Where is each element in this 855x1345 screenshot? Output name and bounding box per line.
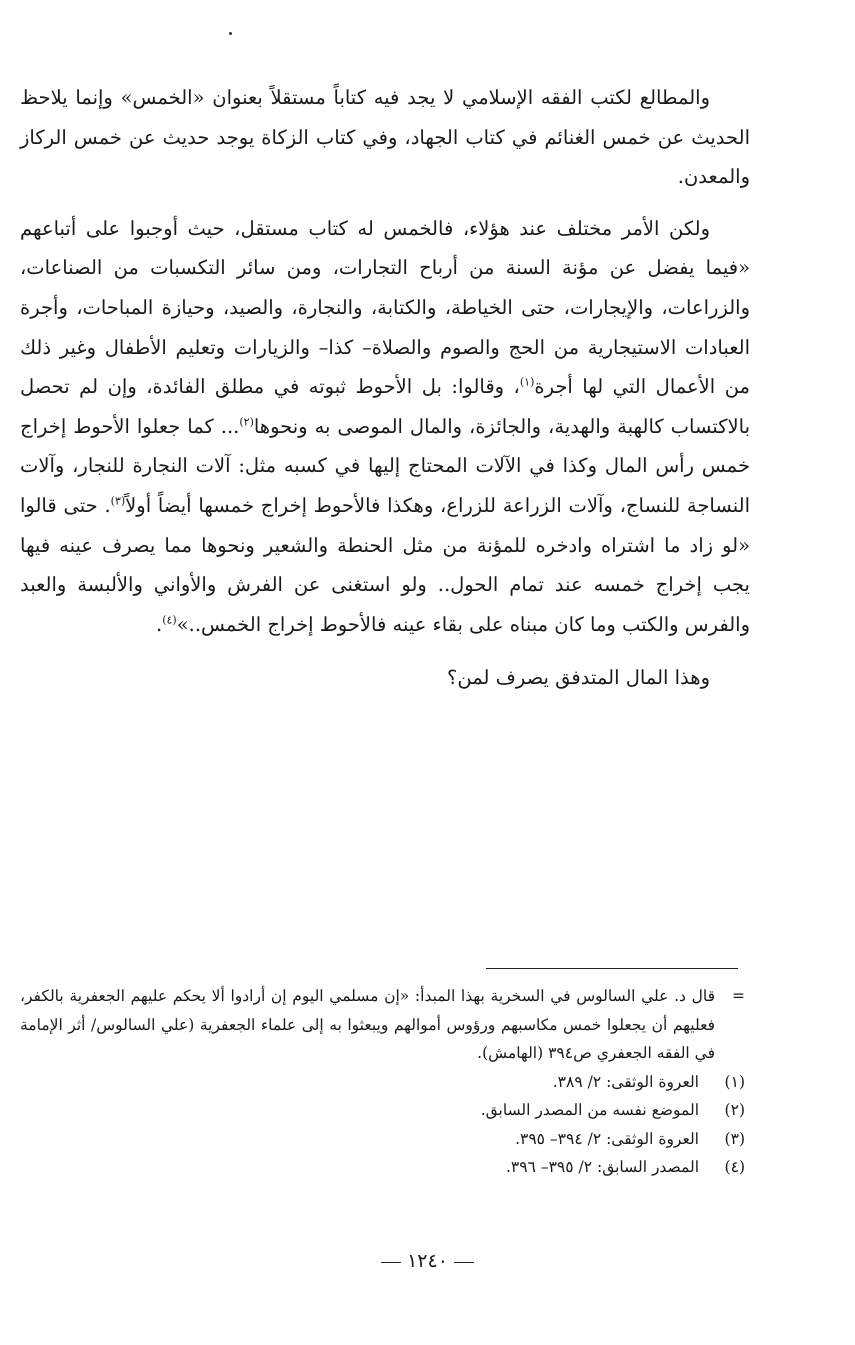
paragraph-khums-part3: ... كما جعلوا الأحوط إخراج خمس رأس المال وكذا في الآلات المحتاج إليها في كسبه مثل: آلات النجارة للنجار، وآلات النساجة للنساج، وآلات الزراعة للزراع، وهكذا فالأحوط إخراج خمسها أيضاً أولاً — [20, 414, 750, 517]
paragraph-question: وهذا المال المتدفق يصرف لمن؟ — [447, 666, 710, 690]
page-number — [0, 1250, 855, 1272]
page-number-dash-left — [381, 1262, 401, 1263]
footnote-1 — [20, 1068, 745, 1097]
footnote-text: المصدر السابق: ٢/ ٣٩٥– ٣٩٦. — [505, 1158, 699, 1176]
footnote-continuation — [20, 982, 745, 1068]
paragraph-khums-part4: . حتى قالوا «لو زاد ما اشتراه وادخره للمؤنة من مثل الحنطة والشعير ونحوها مما يصرف عينه فيها يجب إخراج خمسه عند تمام الحول.. ولو استغنى عن الفرش والأواني والألبسة والعبد والفرس والكتب وما كان مبناه على بقاء عينه فالأحوط إخراج الخمس..» — [20, 493, 750, 636]
paragraph-khums-part2: ، وقالوا: بل الأحوط ثبوته في مطلق الفائدة، وإن لم تحصل بالاكتساب كالهبة والهدية، والجائزة، والمال الموصى به ونحوها — [20, 375, 750, 438]
footnote-3 — [20, 1125, 745, 1154]
page-speck — [229, 32, 232, 35]
page-number-value: ١٢٤٠ — [407, 1250, 448, 1272]
paragraph-khums-part5: . — [156, 612, 163, 636]
footnote-text: الموضع نفسه من المصدر السابق. — [480, 1101, 699, 1119]
page-number-dash-right — [454, 1262, 474, 1263]
continuation-marker: = — [732, 987, 745, 1005]
paragraph-khums-part1: ولكن الأمر مختلف عند هؤلاء، فالخمس له كتاب مستقل، حيث أوجبوا على أتباعهم «فيما يفضل عن مؤنة السنة من أرباح التجارات، ومن سائر التكسبات من الصناعات، والزراعات، والإيجارات، حتى الخياطة، والكتابة، والنجارة، والصيد، وحيازة المباحات، وأجرة العبادات الاستيجارية من الحج والصوم والصلاة– كذا– والزيارات وتعليم الأطفال وغير ذلك من الأعمال التي لها أجرة — [20, 216, 750, 399]
footnote-2 — [20, 1096, 745, 1125]
footnote-number: (٤) — [724, 1158, 745, 1176]
footnote-number: (١) — [724, 1072, 745, 1091]
footnote-number: (٢) — [724, 1101, 745, 1119]
footnote-number: (٣) — [724, 1129, 745, 1148]
footnote-ref-1: (١) — [519, 375, 535, 389]
footnote-text: العروة الوثقى: ٢/ ٣٨٩. — [552, 1072, 699, 1091]
footnote-ref-3: (٣) — [110, 494, 126, 508]
paragraph-intro: والمطالع لكتب الفقه الإسلامي لا يجد فيه كتاباً مستقلاً بعنوان «الخمس» وإنما يلاحظ الحديث عن خمس الغنائم في كتاب الجهاد، وفي كتاب الزكاة يوجد حديث عن خمس الركاز والمعدن. — [20, 86, 750, 189]
main-text — [20, 78, 750, 698]
footnotes — [20, 982, 745, 1182]
footnote-text: العروة الوثقى: ٢/ ٣٩٤– ٣٩٥. — [515, 1129, 699, 1148]
paragraph-khums — [20, 209, 750, 645]
footnote-ref-2: (٢) — [239, 415, 254, 429]
footnote-4 — [20, 1153, 745, 1182]
footnote-ref-4: (٤) — [162, 613, 177, 627]
footnote-continuation-text: قال د. علي السالوس في السخرية بهذا المبدأ: «إن مسلمي اليوم إن أرادوا ألا يحكم عليهم الجعفرية بالكفر، فعليهم أن يجعلوا خمس مكاسبهم ورؤوس أموالهم ويبعثوا به إلى علماء الجعفرية (علي السالوس/ أثر الإمامة في الفقه الجعفري ص٣٩٤ (الهامش). — [20, 987, 715, 1062]
footnote-divider — [486, 968, 738, 969]
